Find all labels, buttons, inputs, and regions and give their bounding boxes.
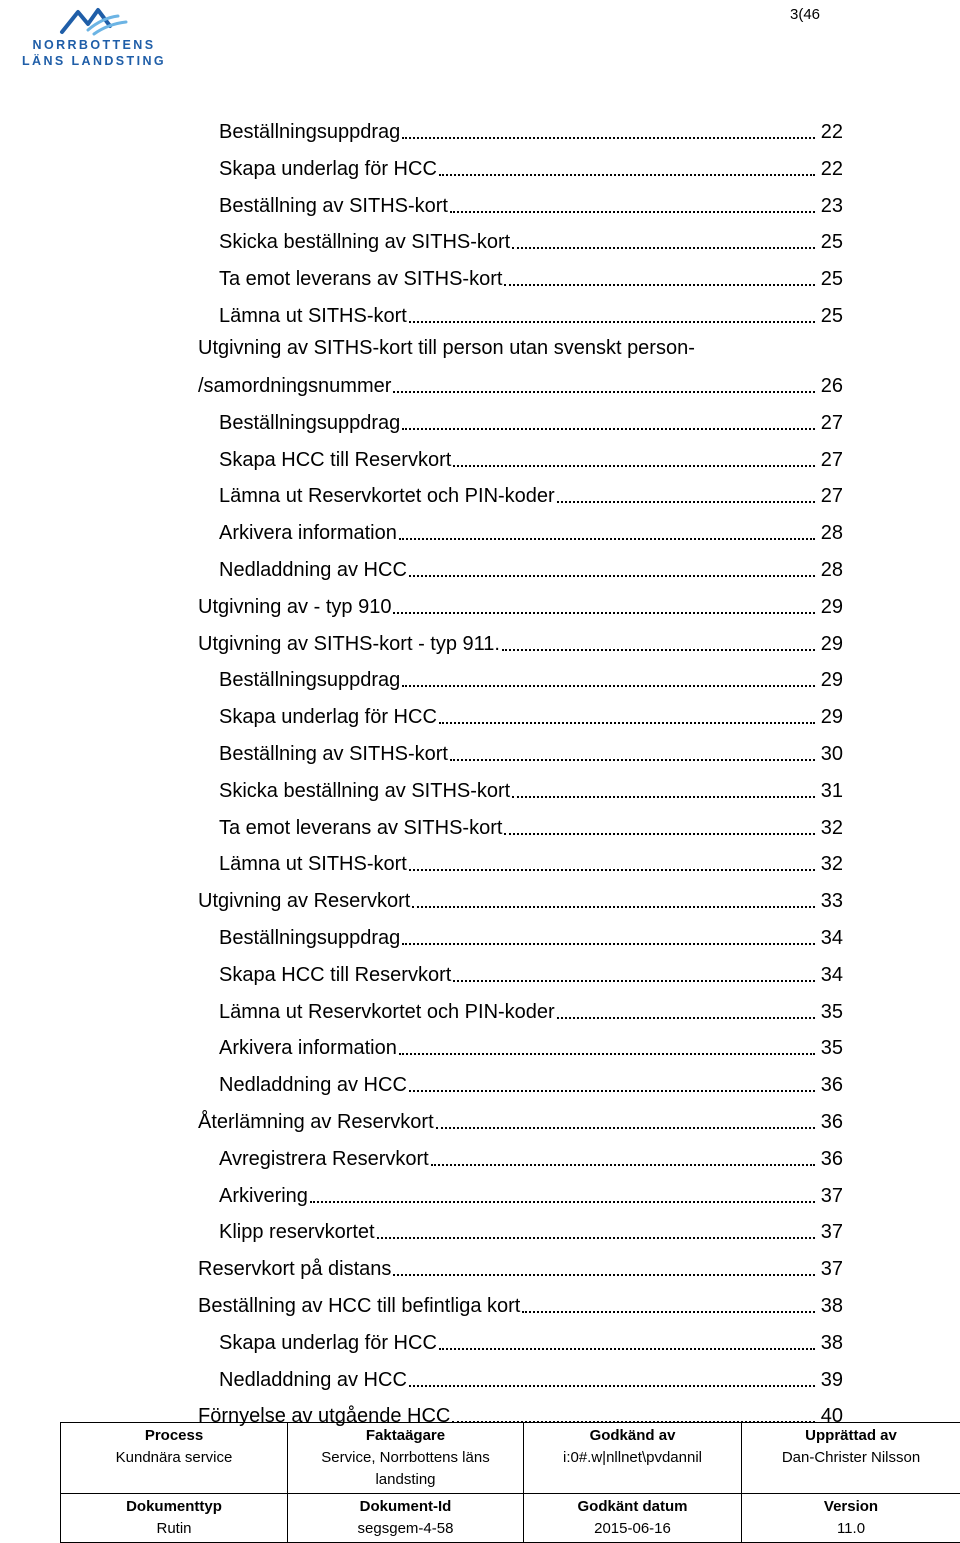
toc-entry[interactable] (219, 110, 843, 144)
toc-entry-title: Förnyelse av utgående HCC (198, 1405, 450, 1428)
toc-entry-title: Skapa underlag för HCC (219, 158, 437, 181)
toc-page-number: 38 (817, 1295, 843, 1318)
toc-entry-title: Beställningsuppdrag (219, 121, 400, 144)
footer-author-cell (742, 1423, 960, 1494)
toc-entry[interactable] (198, 1100, 843, 1134)
footer-version-label: Version (746, 1496, 956, 1518)
footer-owner-label: Faktaägare (292, 1425, 519, 1447)
toc-entry[interactable] (219, 695, 843, 729)
toc-page-number: 29 (817, 669, 843, 692)
toc-leader-dots (393, 1274, 815, 1276)
toc-page-number: 36 (817, 1148, 843, 1171)
toc-page-number: 34 (817, 964, 843, 987)
toc-entry-title: Nedladdning av HCC (219, 1074, 407, 1097)
toc-leader-dots (557, 1017, 815, 1019)
toc-entry-title: Skapa underlag för HCC (219, 1332, 437, 1355)
footer-approved-by-value: i:0#.w|nllnet\pvdannil (528, 1447, 737, 1469)
toc-leader-dots (439, 722, 815, 724)
footer-owner-value: Service, Norrbottens läns landsting (292, 1447, 519, 1491)
toc-page-number: 34 (817, 927, 843, 950)
footer-doctype-value: Rutin (65, 1518, 283, 1540)
toc-entry-title: Skapa HCC till Reservkort (219, 964, 451, 987)
toc-page-number: 40 (817, 1405, 843, 1428)
footer-version-cell (742, 1494, 960, 1543)
toc-entry-title: Arkivering (219, 1185, 308, 1208)
toc-page-number: 37 (817, 1185, 843, 1208)
toc-entry-title: Utgivning av SITHS-kort - typ 911. (198, 633, 500, 656)
toc-entry[interactable] (198, 1247, 843, 1281)
toc-entry[interactable] (219, 184, 843, 218)
toc-entry[interactable] (219, 438, 843, 472)
toc-entry[interactable] (198, 879, 843, 913)
toc-leader-dots (431, 1164, 815, 1166)
footer-docid-value: segsgem-4-58 (292, 1518, 519, 1540)
toc-entry-title: Beställning av HCC till befintliga kort (198, 1295, 520, 1318)
toc-entry[interactable] (198, 585, 843, 619)
toc-leader-dots (453, 465, 815, 467)
toc-entry[interactable] (219, 769, 843, 803)
toc-entry-title: Arkivera information (219, 1037, 397, 1060)
toc-entry[interactable] (219, 548, 843, 582)
footer-process-cell (61, 1423, 288, 1494)
toc-entry[interactable] (219, 916, 843, 950)
toc-entry-title: Nedladdning av HCC (219, 1369, 407, 1392)
toc-entry[interactable] (219, 1137, 843, 1171)
toc-entry-title: Klipp reservkortet (219, 1221, 375, 1244)
toc-leader-dots (439, 1348, 815, 1350)
landsting-logo-icon (58, 6, 130, 36)
toc-leader-dots (402, 943, 815, 945)
toc-leader-dots (409, 1385, 815, 1387)
toc-entry[interactable] (219, 1358, 843, 1392)
toc-entry-title: Återlämning av Reservkort (198, 1111, 434, 1134)
toc-entry[interactable] (219, 732, 843, 766)
toc-page-number: 23 (817, 195, 843, 218)
footer-approved-date-value: 2015-06-16 (528, 1518, 737, 1540)
toc-page-number: 27 (817, 412, 843, 435)
toc-entry[interactable] (219, 990, 843, 1024)
toc-leader-dots (409, 869, 815, 871)
toc-entry-title: Beställning av SITHS-kort (219, 195, 448, 218)
footer-process-label: Process (65, 1425, 283, 1447)
toc-entry[interactable] (219, 474, 843, 508)
toc-entry[interactable] (219, 1063, 843, 1097)
toc-entry-title: Lämna ut Reservkortet och PIN-koder (219, 485, 555, 508)
toc-entry[interactable] (219, 511, 843, 545)
toc-entry-title: Reservkort på distans (198, 1258, 391, 1281)
toc-entry-title: Skicka beställning av SITHS-kort (219, 780, 510, 803)
toc-entry-title: Utgivning av - typ 910 (198, 596, 391, 619)
toc-page-number: 35 (817, 1001, 843, 1024)
logo-text-line1: NORRBOTTENS (14, 38, 174, 52)
footer-approved-by-cell (524, 1423, 742, 1494)
toc-entry[interactable] (219, 1210, 843, 1244)
toc-page-number: 22 (817, 158, 843, 181)
toc-page-number: 29 (817, 633, 843, 656)
footer-approved-date-cell (524, 1494, 742, 1543)
toc-leader-dots (399, 1053, 815, 1055)
toc-leader-dots (504, 284, 815, 286)
toc-page-number: 39 (817, 1369, 843, 1392)
footer-approved-date-label: Godkänt datum (528, 1496, 737, 1518)
toc-leader-dots (409, 321, 815, 323)
toc-leader-dots (409, 1090, 815, 1092)
toc-leader-dots (557, 501, 815, 503)
toc-leader-dots (439, 174, 815, 176)
toc-entry-title: Avregistrera Reservkort (219, 1148, 429, 1171)
toc-leader-dots (453, 980, 815, 982)
toc-entry[interactable] (219, 806, 843, 840)
toc-leader-dots (409, 575, 815, 577)
footer-doctype-cell (61, 1494, 288, 1543)
footer-version-value: 11.0 (746, 1518, 956, 1540)
toc-page-number: 28 (817, 522, 843, 545)
toc-entry-title: Lämna ut SITHS-kort (219, 853, 407, 876)
toc-entry-title: Lämna ut Reservkortet och PIN-koder (219, 1001, 555, 1024)
toc-entry[interactable] (219, 294, 843, 328)
toc-leader-dots (504, 833, 815, 835)
toc-entry-title: Arkivera information (219, 522, 397, 545)
logo-text-line2: LÄNS LANDSTING (14, 54, 174, 68)
toc-entry-title-line[interactable]: Utgivning av SITHS-kort till person utan svenskt person- (198, 337, 695, 360)
toc-leader-dots (522, 1311, 815, 1313)
toc-page-number: 30 (817, 743, 843, 766)
toc-entry-title: /samordningsnummer (198, 375, 391, 398)
toc-leader-dots (412, 906, 815, 908)
toc-leader-dots (512, 247, 815, 249)
toc-leader-dots (402, 137, 815, 139)
toc-leader-dots (512, 796, 815, 798)
toc-leader-dots (450, 211, 815, 213)
toc-entry[interactable] (198, 1284, 843, 1318)
footer-approved-by-label: Godkänd av (528, 1425, 737, 1447)
toc-entry[interactable] (219, 658, 843, 692)
footer-docid-label: Dokument-Id (292, 1496, 519, 1518)
toc-entry-title: Nedladdning av HCC (219, 559, 407, 582)
toc-leader-dots (402, 685, 815, 687)
toc-entry-title: Skicka beställning av SITHS-kort (219, 231, 510, 254)
footer-process-value: Kundnära service (65, 1447, 283, 1469)
toc-page-number: 37 (817, 1258, 843, 1281)
toc-page-number: 25 (817, 231, 843, 254)
toc-page-number: 25 (817, 305, 843, 328)
toc-entry[interactable] (219, 1026, 843, 1060)
toc-entry[interactable] (219, 401, 843, 435)
toc-page-number: 32 (817, 817, 843, 840)
toc-entry-title: Beställning av SITHS-kort (219, 743, 448, 766)
toc-page-number: 26 (817, 375, 843, 398)
toc-entry-title: Ta emot leverans av SITHS-kort (219, 817, 502, 840)
footer-doctype-label: Dokumenttyp (65, 1496, 283, 1518)
toc-leader-dots (436, 1127, 815, 1129)
toc-entry[interactable] (219, 147, 843, 181)
toc-page-number: 31 (817, 780, 843, 803)
toc-leader-dots (393, 391, 815, 393)
toc-entry[interactable] (219, 842, 843, 876)
toc-entry[interactable] (219, 1174, 843, 1208)
page-indicator: 3(46 (790, 6, 820, 23)
toc-page-number: 38 (817, 1332, 843, 1355)
toc-page-number: 27 (817, 485, 843, 508)
toc-page-number: 29 (817, 596, 843, 619)
toc-page-number: 27 (817, 449, 843, 472)
toc-entry[interactable] (198, 364, 843, 398)
toc-page-number: 37 (817, 1221, 843, 1244)
logo (14, 6, 174, 68)
footer-author-label: Upprättad av (746, 1425, 956, 1447)
toc-page-number: 36 (817, 1074, 843, 1097)
toc-leader-dots (310, 1201, 815, 1203)
toc-entry-title: Ta emot leverans av SITHS-kort (219, 268, 502, 291)
toc-entry[interactable] (219, 220, 843, 254)
toc-entry-title: Lämna ut SITHS-kort (219, 305, 407, 328)
toc-page-number: 35 (817, 1037, 843, 1060)
toc-leader-dots (377, 1237, 815, 1239)
toc-page-number: 28 (817, 559, 843, 582)
toc-entry-title: Skapa HCC till Reservkort (219, 449, 451, 472)
toc-leader-dots (402, 428, 815, 430)
toc-page-number: 29 (817, 706, 843, 729)
toc-page-number: 22 (817, 121, 843, 144)
toc-entry-title: Utgivning av Reservkort (198, 890, 410, 913)
toc-entry[interactable] (219, 953, 843, 987)
toc-page-number: 33 (817, 890, 843, 913)
toc-entry-title: Skapa underlag för HCC (219, 706, 437, 729)
document-footer (60, 1422, 960, 1543)
toc-entry-title: Beställningsuppdrag (219, 669, 400, 692)
toc-entry[interactable] (219, 257, 843, 291)
toc-leader-dots (502, 649, 815, 651)
toc-leader-dots (450, 759, 815, 761)
footer-docid-cell (288, 1494, 524, 1543)
footer-owner-cell (288, 1423, 524, 1494)
toc-page-number: 32 (817, 853, 843, 876)
toc-leader-dots (393, 612, 815, 614)
toc-entry-title: Beställningsuppdrag (219, 412, 400, 435)
footer-author-value: Dan-Christer Nilsson (746, 1447, 956, 1469)
toc-entry-title: Beställningsuppdrag (219, 927, 400, 950)
toc-leader-dots (399, 538, 815, 540)
toc-page-number: 25 (817, 268, 843, 291)
toc-entry[interactable] (219, 1321, 843, 1355)
toc-entry[interactable] (198, 622, 843, 656)
toc-page-number: 36 (817, 1111, 843, 1134)
